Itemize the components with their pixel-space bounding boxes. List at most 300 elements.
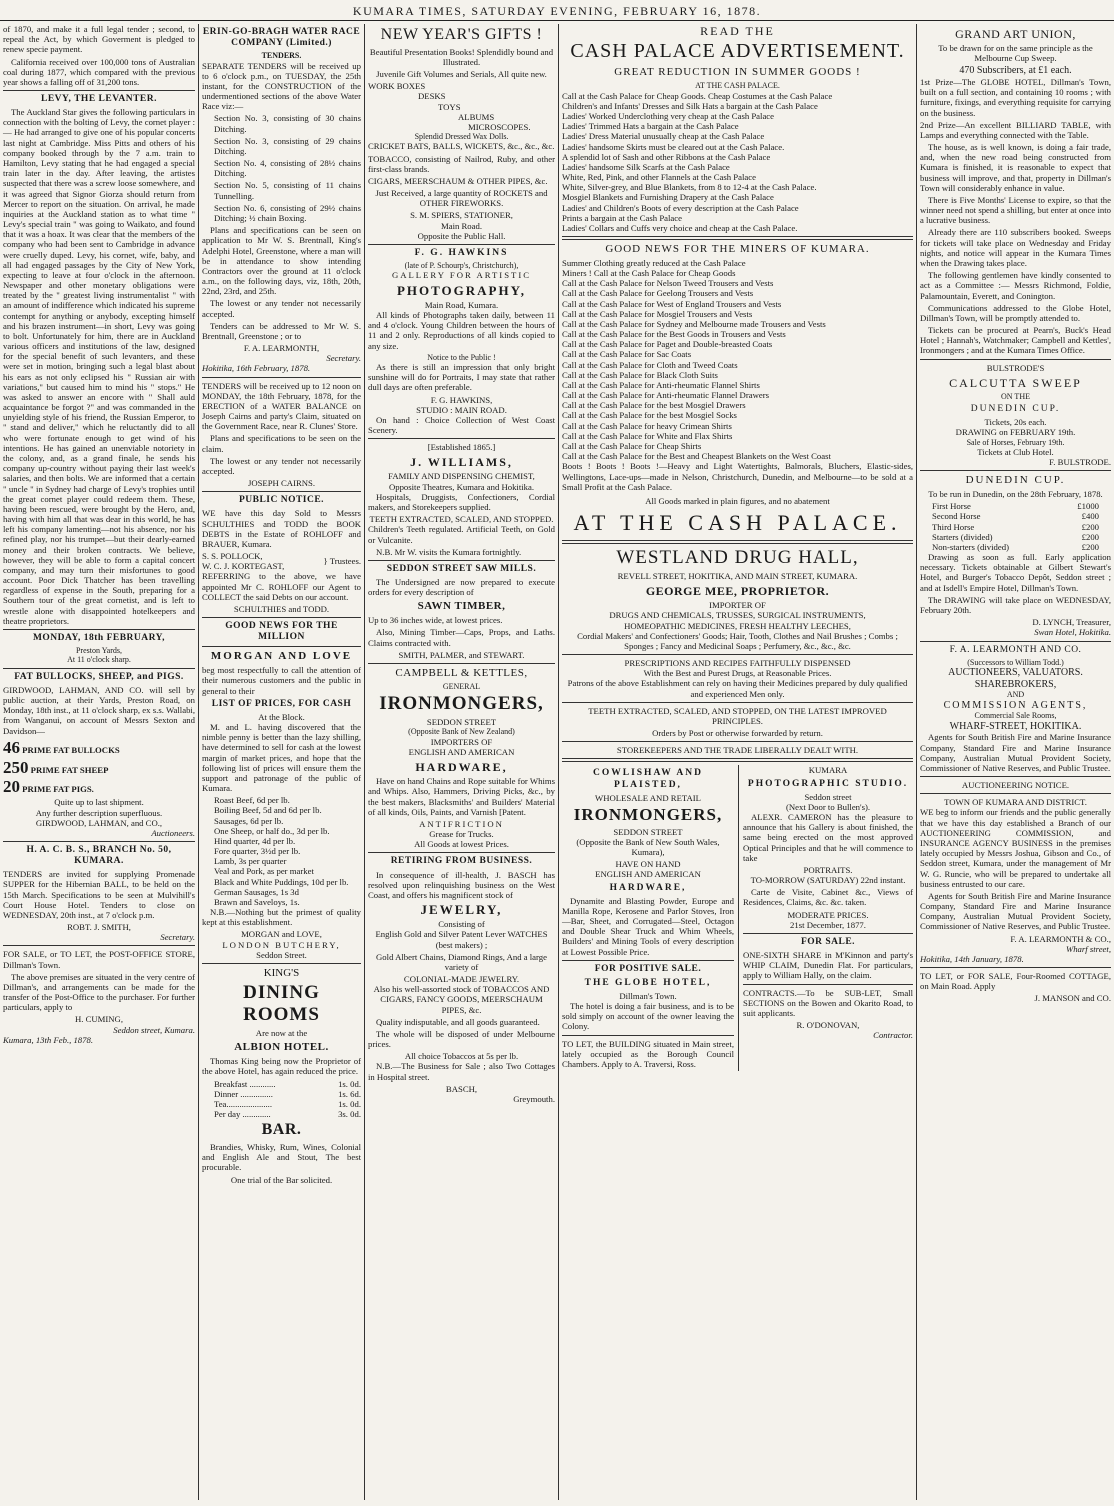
meal-price: 1s. 0d.	[338, 1098, 361, 1109]
list-item: Call at the Cash Palace for Geelong Trousers and Vests	[562, 288, 754, 299]
meal-row	[214, 1079, 361, 1089]
divider	[920, 359, 1111, 360]
cup-prize-row	[932, 522, 1099, 532]
date-line: Kumara, 13th Feb., 1878.	[3, 1034, 94, 1045]
lot-desc: PRIME FAT BULLOCKS	[22, 744, 120, 755]
address: STUDIO : MAIN ROAD.	[416, 404, 507, 415]
article-headline: LEVY, THE LEVANTER.	[41, 94, 157, 105]
list-item: Mosgiel Blankets and Furnishing Drapery at the Cash Palace	[562, 192, 774, 203]
ad-headline: SAWN TIMBER,	[417, 600, 506, 613]
ad-paragraph: To be drawn for on the same principle as the Melbourne Cup Sweep.	[938, 43, 1093, 64]
price-item: Lamb, 3s per quarter	[214, 856, 287, 867]
ad-line: COLONIAL-MADE JEWELRY.	[403, 974, 520, 985]
ad-paragraph: TO LET, or FOR SALE, Four-Roomed COTTAGE, on Main Road. Apply	[920, 971, 1111, 992]
ad-line: Orders by Post or otherwise forwarded by return.	[652, 728, 823, 739]
divider	[562, 1035, 734, 1036]
ad-paragraph: WE beg to inform our friends and the public generally that we have this day established a Branch of our AUCTIONEERING COMMISSION, and INSURANCE AGENCY BUSINESS in the premises lately occupied by Messrs Joshua, Gibson and Co., of Seddon street, Kumara, under the management of Mr W. G. Runcie, who will be prepared to undertake all business entrusted to our care.	[920, 807, 1111, 889]
price-item: Brawn and Saveloys, 1s.	[214, 896, 300, 907]
list-item: Ladies' Collars and Cuffs very choice and cheap at the Cash Palace.	[562, 222, 798, 233]
gift-list	[368, 81, 555, 132]
column-3	[365, 24, 558, 1502]
divider	[920, 641, 1111, 642]
ad-line: One trial of the Bar solicited.	[230, 1174, 333, 1185]
trustee-name: W. C. J. KORTEGAST,	[202, 561, 285, 572]
ad-line: DRAWING on FEBRUARY 19th.	[955, 427, 1076, 438]
ad-line: 470 Subscribers, at £1 each.	[959, 65, 1072, 77]
ad-headline: DINING ROOMS	[243, 981, 320, 1026]
gift-item: TOYS	[438, 101, 461, 112]
list-item: Call at the Cash Palace for Sydney and Melbourne made Trousers and Vests	[562, 318, 826, 329]
gift-item: ALBUMS	[458, 111, 495, 122]
summer-list	[562, 91, 913, 233]
ad-paragraph: ALEXR. CAMERON has the pleasure to announce that his Gallery is about finished, the same being erected on the most approved Optical Principles and that he will commence to take	[743, 812, 913, 863]
ad-paragraph: Have on hand Chains and Rope suitable for Whims and Whips. Also, Hammers, Driving Picks, &c., by the best makers, Blacksmiths' and Builders' Material of all kinds, Oils, Paints, and Varnish [Patent.	[368, 776, 555, 817]
ad-line: IMPORTER OF	[709, 600, 766, 611]
list-item: Call at the Cash Palace for West of England Trousers and Vests	[562, 298, 782, 309]
meal-row	[214, 1109, 361, 1119]
ad-headline: J. WILLIAMS,	[410, 455, 513, 470]
divider	[202, 963, 361, 964]
ad-paragraph: Carte de Visite, Cabinet &c., Views of Residences, Claims, &c. &c. taken.	[743, 887, 913, 908]
ad-headline: IRONMONGERS,	[379, 693, 544, 715]
lot-desc: PRIME FAT PIGS.	[22, 784, 94, 795]
ad-subhead: TENDERS.	[261, 51, 302, 61]
prize-amount: £200	[1081, 521, 1099, 532]
address: Wharf street,	[1065, 943, 1111, 954]
ad-paragraph: Agents for South British Fire and Marine Insurance Company, Standard Fire and Marine Insurance Company, Australian Mutual Provident Society, Commissioner of Native Reserves, and Public Trustee.	[920, 732, 1111, 773]
ad-headline: CASH PALACE ADVERTISEMENT.	[570, 40, 905, 63]
ad-paragraph: Already there are 110 subscribers booked. Sweeps for tickets will take place on Wednesday and Friday nights, and notice will appear in the Kumara Times when the Drawing takes place.	[920, 227, 1111, 268]
divider	[202, 617, 361, 618]
ad-line: All Goods at lowest Prices.	[414, 839, 509, 850]
ad-paragraph: TO-MORROW (SATURDAY) 22nd instant.	[750, 875, 906, 886]
divider	[562, 741, 913, 742]
ad-headline: NEW YEAR'S GIFTS !	[380, 26, 543, 43]
list-item: Call at the Cash Palace for the best Mosgiel Drawers	[562, 400, 746, 411]
divider	[562, 702, 913, 703]
signature: SCHULTHIES and TODD.	[233, 603, 330, 614]
list-item: Call at the Cash Palace for Anti-rheumatic Flannel Drawers	[562, 390, 769, 401]
sale-time: At 11 o'clock sharp.	[67, 655, 131, 665]
ad-paragraph: As there is still an impression that only bright sunshine will do for Portraits, I may state that rather dull days are often preferable.	[368, 362, 555, 393]
ad-headline: ALBION HOTEL.	[234, 1041, 329, 1054]
divider	[920, 967, 1111, 968]
ad-line: HAVE ON HAND	[615, 859, 681, 870]
cup-prize-row	[932, 532, 1099, 542]
ad-paragraph: Gold Albert Chains, Diamond Rings, And a large variety of	[376, 951, 547, 972]
lot-row	[3, 777, 195, 797]
divider	[202, 377, 361, 378]
ad-headline: GRAND ART UNION,	[955, 27, 1076, 41]
prize-amount: £400	[1081, 511, 1099, 522]
column-2	[199, 24, 364, 1502]
meal-name: Breakfast ............	[214, 1078, 276, 1089]
ad-paragraph: Tickets can be procured at Pearn's, Buck's Head Hotel ; Hannah's, Watchmaker; Campbell and Kettles', Ironmongers ; and at the Kumara Times Office.	[920, 325, 1111, 356]
ad-line: Consisting of	[438, 919, 485, 930]
ad-paragraph: The hotel is doing a fair business, and is to be sold simply on account of the owner leaving the Colony.	[562, 1001, 734, 1032]
prize-name: Second Horse	[932, 511, 981, 522]
price-item: Roast Beef, 6d per lb.	[214, 795, 290, 806]
list-item: Call at the Cash Palace for Black Cloth Suits	[562, 369, 718, 380]
list-item: Ladies' Trimmed Hats a bargain at the Cash Palace	[562, 121, 739, 132]
ad-headline: PHOTOGRAPHIC STUDIO.	[747, 778, 909, 789]
ad-paragraph: The DRAWING will take place on WEDNESDAY, February 20th.	[920, 594, 1111, 615]
ad-line: KUMARA	[808, 765, 848, 776]
ad-paragraph: CRICKET BATS, BALLS, WICKETS, &c., &c., &c.	[368, 141, 555, 152]
address: Dillman's Town.	[619, 990, 677, 1001]
ad-paragraph: TENDERS are invited for supplying Promenade SUPPER for the Hibernian BALL, to be held on the 15th March. Specifications to be seen at Mulvihill's Court House Hotel. Tenders to close on WEDNESDAY, 20th inst., at 7 o'clock p.m.	[3, 869, 195, 920]
address: SEDDON STREET	[613, 826, 683, 837]
date-line: 21st December, 1877.	[790, 919, 866, 930]
prize-name: Non-starters (divided)	[932, 541, 1009, 552]
ad-line: PRESCRIPTIONS AND RECIPES FAITHFULLY DISPENSED	[624, 658, 851, 669]
ad-line: PORTRAITS.	[803, 864, 853, 875]
ad-headline: DUNEDIN CUP.	[965, 474, 1066, 487]
ad-headline: HARDWARE,	[415, 760, 508, 775]
ad-headline: FAT BULLOCKS, SHEEP, and PIGS.	[14, 671, 184, 682]
address: Seddon street	[804, 791, 852, 802]
ad-paragraph: Just Received, a large quantity of ROCKETS and OTHER FIREWORKS.	[375, 188, 548, 209]
ad-paragraph: Quality indisputable, and all goods guaranteed.	[376, 1016, 540, 1027]
ad-line: STOREKEEPERS AND THE TRADE LIBERALLY DEALT WITH.	[616, 745, 859, 756]
gift-item: MICROSCOPES.	[468, 121, 531, 132]
ad-headline: F. G. HAWKINS	[414, 248, 509, 258]
ad-line: Tickets at Club Hotel.	[977, 446, 1054, 457]
ad-paragraph: In consequence of ill-health, J. BASCH has resolved upon relinquishing business on the West Coast, and offers his magnificent stock of	[368, 869, 555, 900]
ad-line: All Goods marked in plain figures, and no abatement	[645, 495, 830, 506]
meal-row	[214, 1099, 361, 1109]
ad-headline: AT THE CASH PALACE.	[573, 510, 902, 536]
article-paragraph: The Auckland Star gives the following particulars in connection with the bolting of Levy, the cornet player :— He had arranged to give one of his popular concerts last night at Cambridge. Miss Pitts and others of his company booked through by the 7 a.m. train to Hamilton, Levy stating that he had engaged a special train later in the day. After leaving, the artistes suspected that there was a screw loose somewhere, and it was agreed that Signor Giorza should return from Mercer to report on the situation. On arrival, he made inquiries at the Auckland station as to what time " Levy's special train " was going to Waikato, and found that it was a hoax. It was clear that the members of the company who had been sent to Cambridge in advance were cruelly duped. Levy, his cornet, wife, baby, and all had engaged passages by the City of New York, expecting to leave at four o'clock in the afternoon. Newspaper and other monetary obligations were treated by the " greatest living instrumentalist " with an amount of indifference which indicated his supreme contempt for anything or anybody, excepting himself and his brazen instrument—in short, Levy was going to bolt. Unfortunately for him, there are in Auckland various officers and institutions of the law, designed for the special benefit of such levanters, and these were set in motion, bringing such a legal blast about his ears as not only eclipsed his " Russian air with variations," but caused him to mind his " stops." He was asked to answer an encore with " Shall auld acquaintance be forgot ?" and was commanded in the unyielding style of his friend, the Russian Emperor, to " stand and deliver," which he reluctantly did to all who were fortunate enough to get wind of his intentions. He has gained an unenviable notoriety in the colony, and, as a grand finale, he sends his company up-country without paying their last week's salaries, and then bolts. We are informed that a certain " uncle " in Sydney had charge of Levy's trophies until the great cornet player could redeem them. These, having been rescued, were brought by the Hero, and, having with him all that was dear in this world, he has left his company lamenting—not his absence, nor his refined play, nor his trumpet—but their dearly-earned money and their broken contracts. We believe, however, they will be able to form a capital concert company, and may turn their misfortunes to good account. Poor Dick Thatcher has been travelling regardless of expense in the South, preparing for a Southern tour of the great cornetist, and is left to wrestle alone with disappointed hotelkeepers and theatre proprietors.	[3, 107, 195, 626]
cup-prize-row	[932, 511, 1099, 521]
ad-paragraph: FOR SALE, or TO LET, the POST-OFFICE STORE, Dillman's Town.	[3, 949, 195, 970]
list-item: Miners ! Call at the Cash Palace for Cheap Goods	[562, 268, 736, 279]
divider	[562, 540, 913, 544]
ad-headline: BAR.	[261, 1121, 302, 1139]
divider	[743, 933, 913, 934]
ad-paragraph: English Gold and Silver Patent Lever WATCHES (best makers) ;	[375, 929, 548, 950]
date-line: Hokitika, 14th January, 1878.	[920, 953, 1024, 964]
signature: GIRDWOOD, LAHMAN, and CO.,	[35, 817, 163, 828]
divider	[562, 654, 913, 655]
ad-headline: GOOD NEWS FOR THE MINERS OF KUMARA.	[605, 243, 870, 256]
list-item: Call at the Cash Palace for Mosgiel Trousers and Vests	[562, 308, 753, 319]
ad-headline: H. A. C. B. S., BRANCH No. 50, KUMARA.	[26, 845, 172, 867]
divider	[562, 758, 913, 762]
ad-paragraph: The lowest or any tender not necessarily accepted.	[202, 455, 361, 476]
ad-line: Any further description superfluous.	[35, 807, 163, 818]
meal-name: Tea.....................	[214, 1098, 273, 1109]
signature-title: Contractor.	[873, 1030, 913, 1041]
divider	[3, 90, 195, 91]
signature-title: Secretary.	[160, 932, 195, 943]
ad-paragraph: TEETH EXTRACTED, SCALED, AND STOPPED, ON THE LATEST IMPROVED PRINCIPLES.	[588, 705, 887, 726]
address: Main Road, Kumara.	[424, 299, 499, 310]
ad-line: COMMISSION AGENTS,	[943, 699, 1088, 711]
ad-headline: AUCTIONEERING NOTICE.	[961, 780, 1070, 791]
list-item: Section No. 3, consisting of 29 chains Ditching.	[214, 135, 361, 156]
meal-name: Dinner ...............	[214, 1088, 273, 1099]
ad-headline: PUBLIC NOTICE.	[238, 495, 325, 506]
masthead: KUMARA TIMES, SATURDAY EVENING, FEBRUARY 16, 1878.	[0, 4, 1114, 21]
list-item: Ladies' handsome Skirts must be cleared out at the Cash Palace.	[562, 141, 785, 152]
ad-paragraph: The above premises are situated in the very centre of Dillman's, and arrangements can be made for the transfer of the Post-Office to the purchaser. For further particulars, apply to	[3, 971, 195, 1013]
list-item: Call at the Cash Palace for Sac Coats	[562, 349, 692, 360]
address: Main Road.	[440, 220, 483, 231]
ad-line: ENGLISH AND AMERICAN	[595, 869, 701, 880]
ad-headline: COWLISHAW AND PLAISTED,	[592, 768, 704, 790]
ad-headline: IRONMONGERS,	[573, 804, 723, 824]
list-item: A splendid lot of Sash and other Ribbons at the Cash Palace	[562, 151, 771, 162]
address: SEDDON STREET	[426, 717, 497, 728]
trustees-label: } Trustees.	[323, 556, 361, 567]
signature: D. LYNCH, Treasurer,	[1032, 617, 1111, 628]
ad-headline: THE GLOBE HOTEL,	[584, 977, 712, 988]
ad-line: Splendid Dressed Wax Dolls.	[414, 132, 509, 142]
ad-line: All choice Tobaccos at 5s per lb.	[404, 1051, 519, 1062]
divider	[3, 841, 195, 842]
list-item: Section No. 5, consisting of 11 chains Tunnelling.	[214, 180, 361, 201]
ad-paragraph: CONTRACTS.—To be SUB-LET, Small SECTIONS on the Bowen and Okarito Road, to suit applicants.	[743, 987, 913, 1018]
list-item: Ladies' Worked Underclothing very cheap at the Cash Palace	[562, 110, 775, 121]
price-item: Fore quarter, 3½d per lb.	[214, 846, 301, 857]
signature: J. MANSON and CO.	[1034, 993, 1111, 1004]
divider	[202, 646, 361, 647]
list-item: Call at the Cash Palace for Cloth and Tweed Coats	[562, 359, 738, 370]
signature: F. BULSTRODE.	[1049, 457, 1111, 468]
lot-desc: PRIME FAT SHEEP	[30, 764, 109, 775]
list-item: Call at the Cash Palace for heavy Crimean Shirts	[562, 420, 732, 431]
ad-line: (late of P. Schourp's, Christchurch),	[404, 261, 519, 271]
ad-line: ANTIFRICTION	[419, 818, 504, 829]
ad-headline: F. A. LEARMONTH AND CO.	[949, 644, 1082, 655]
ad-paragraph: The lowest or any tender not necessarily accepted.	[202, 298, 361, 319]
divider	[920, 793, 1111, 794]
price-item: Black and White Puddings, 10d per lb.	[214, 876, 349, 887]
list-item: Call at the Cash Palace for Paget and Double-breasted Coats	[562, 339, 773, 350]
list-item: Call at the Cash Palace for Nelson Tweed Trousers and Vests	[562, 278, 774, 289]
gift-item: WORK BOXES	[368, 81, 426, 92]
price-list	[202, 795, 361, 907]
ad-paragraph: Plans and specifications to be seen on the claim.	[202, 433, 361, 454]
ad-paragraph: TO LET, the BUILDING situated in Main street, lately occupied as the Borough Council Chambers. Apply to A. Traversi, Ross.	[562, 1038, 734, 1069]
ad-paragraph: beg most respectfully to call the attention of their numerous customers and the public in general to their	[202, 665, 361, 696]
prize-amount: £200	[1081, 531, 1099, 542]
ad-line: Sale of Horses, February 19th.	[966, 437, 1065, 447]
ad-line: At the Block.	[258, 711, 305, 722]
ad-headline: JEWELRY,	[420, 902, 503, 918]
ad-line: ENGLISH AND AMERICAN	[408, 746, 515, 757]
list-item: Call at the Cash Palace for Cheap Shirts	[562, 441, 702, 451]
address: Seddon street, Kumara.	[113, 1024, 195, 1035]
address: Swan Hotel, Hokitika.	[1034, 627, 1111, 638]
signature: S. M. SPIERS, STATIONER,	[410, 210, 513, 221]
address: (Opposite the Bank of New South Wales, Kumara),	[576, 836, 720, 858]
lot-row	[3, 758, 195, 778]
ad-headline: FOR POSITIVE SALE.	[594, 963, 702, 974]
ad-paragraph: Thomas King being now the Proprietor of the above Hotel, has again reduced the price.	[202, 1056, 361, 1077]
ad-line: FAMILY AND DISPENSING CHEMIST,	[388, 471, 535, 482]
date-line: Hokitika, 16th February, 1878.	[202, 363, 311, 374]
ad-paragraph: SEPARATE TENDERS will be received up to 6 o'clock p.m., on TUESDAY, the 25th instant, for the CONSTRUCTION of the undermentioned sections of the above Water Race viz:—	[202, 60, 361, 112]
ad-line: AT THE CASH PALACE.	[695, 81, 780, 91]
ad-headline: CAMPBELL & KETTLES,	[395, 666, 528, 679]
ad-paragraph: Also his well-assorted stock of TOBACCOS AND CIGARS, FANCY GOODS, MEERSCHAUM PIPES, &c.	[373, 984, 550, 1015]
ad-paragraph: TOBACCO, consisting of Nailrod, Ruby, and other first-class brands.	[368, 153, 555, 174]
list-item: Children's and Infants' Dresses and Silk Hats a bargain at the Cash Palace	[562, 100, 818, 111]
ad-headline: ERIN-GO-BRAGH WATER RACE COMPANY (Limited.)	[202, 27, 361, 49]
ad-paragraph: 1st Prize—The GLOBE HOTEL, Dillman's Town, built on a full section, and containing 10 rooms ; with furniture, fixings, and everything requisite for carrying on the business.	[920, 77, 1111, 118]
ad-subhead: LIST OF PRICES, FOR CASH	[211, 698, 352, 709]
ad-line: [Established 1865.]	[427, 442, 496, 453]
divider	[368, 560, 555, 561]
price-item: German Sausages, 1s 3d	[214, 886, 299, 897]
ad-paragraph: Dynamite and Blasting Powder, Europe and Manilla Rope, Kerosene and Parlor Stoves, Iron—Bar, Sheet, and Corrugated—Steel, Octagon and Double Shear Truck and Whim Wheels, Builders' and Mining Tools of every description at Lowest Possible Price.	[562, 895, 734, 957]
list-item: Call at the Cash Palace for the best Mosgiel Socks	[562, 410, 737, 421]
price-item: Veal and Pork, as per market	[214, 866, 314, 877]
signature: F. A. LEARMONTH,	[243, 343, 320, 354]
price-item: Hind quarter, 4d per lb.	[214, 835, 296, 846]
ad-paragraph: Boots ! Boots ! Boots !—Heavy and Light Watertights, Balmorals, Bluchers, Elastic-sides, Wellingtons, Lace-ups—made in Nelson, Christchurch, Dunedin, and Melbourne—to be sold at a Small Profit at the Cash Palace.	[562, 461, 913, 492]
ad-paragraph: Patrons of the above Establishment can rely on having their Medicines prepared by duly qualified and experienced Men only.	[567, 678, 908, 699]
ad-line: AND	[1006, 690, 1025, 700]
ad-paragraph: CIGARS, MEERSCHAUM & OTHER PIPES, &c.	[368, 175, 548, 186]
signature: F. A. LEARMONTH & CO.,	[1010, 933, 1111, 944]
lot-number: 250	[3, 757, 29, 777]
ad-headline: MORGAN AND LOVE	[210, 650, 353, 663]
cup-prize-table	[920, 501, 1111, 552]
cup-prize-row	[932, 501, 1099, 511]
prize-amount: £1000	[1077, 501, 1099, 512]
ad-line: WHOLESALE AND RETAIL	[595, 792, 701, 803]
ad-paragraph: Plans and specifications can be seen on application to Mr W. S. Brentnall, King's Adelphi Hotel, Greenstone, where a man will be in attendance to show intending Contractors over the ground at 11 o'clock a.m., on the following days, viz, 18th, 20th, 22nd, 23rd, and 25th.	[202, 225, 361, 297]
list-item: Section No. 4, consisting of 28½ chains Ditching.	[214, 158, 361, 179]
signature: BASCH,	[445, 1083, 478, 1094]
ad-headline: FOR SALE.	[800, 936, 856, 947]
sale-place: Preston Yards,	[75, 646, 122, 656]
ad-line: GALLERY FOR ARTISTIC	[391, 270, 532, 281]
list-item: Call at the Cash Palace for Cheap Goods. Cheap Costumes at the Cash Palace	[562, 90, 833, 101]
ad-paragraph: M. and L. having discovered that the nimble penny is better than the lazy shilling, have determined to sell for cash at the lowest margin of market prices, and hope that the following list of prices will ensure them the support and patronage of the public of Kumara.	[202, 721, 361, 794]
signature: MORGAN and LOVE,	[241, 929, 322, 940]
cowlishaw-ad	[562, 765, 739, 1071]
bottom-row	[562, 765, 913, 1071]
divider	[368, 852, 555, 853]
cup-prize-row	[932, 542, 1099, 552]
divider	[920, 470, 1111, 471]
ad-paragraph: WE have this day Sold to Messrs SCHULTHIES and TODD the BOOK DEBTS in the Estate of ROHLOFF and BRAUER, Kumara.	[202, 508, 361, 549]
ad-line: GENERAL	[442, 681, 481, 691]
ad-paragraph: There is Five Months' License to expire, so that the winner need not spend a shilling, but enter at once into a lucrative business.	[920, 194, 1111, 226]
meal-price: 3s. 0d.	[338, 1109, 361, 1120]
column-1	[0, 24, 198, 1502]
list-item: Section No. 6, consisting of 29½ chains Ditching; ½ chain Boxing.	[214, 202, 361, 223]
prize-name: Starters (divided)	[932, 531, 993, 542]
list-item: Ladies' and Children's Boots of every description at the Cash Palace	[562, 202, 799, 213]
meal-prices	[202, 1079, 361, 1120]
lot-row	[3, 738, 195, 758]
column-4	[559, 24, 916, 1502]
ad-headline: CALCUTTA SWEEP	[949, 375, 1082, 390]
ad-paragraph: N.B.—Nothing but the primest of quality kept at this establishment.	[202, 907, 361, 928]
signature: H. CUMING,	[74, 1014, 124, 1025]
miners-list	[562, 258, 913, 461]
ad-line: Are now at the	[255, 1028, 308, 1039]
ad-line: AUCTIONEERS, VALUATORS.	[948, 666, 1083, 678]
meal-name: Per day .............	[214, 1109, 271, 1120]
ad-line: IMPORTERS OF	[430, 736, 493, 747]
divider	[3, 629, 195, 630]
divider	[3, 668, 195, 669]
list-item: Summer Clothing greatly reduced at the Cash Palace	[562, 257, 746, 268]
divider	[368, 438, 555, 439]
ad-line: DRUGS AND CHEMICALS, TRUSSES, SURGICAL INSTRUMENTS,	[609, 610, 866, 621]
ad-paragraph: Also, Mining Timber—Caps, Props, and Laths. Claims contracted with.	[368, 627, 555, 648]
address: Greymouth.	[513, 1093, 555, 1104]
ad-line: Tickets, 20s each.	[984, 417, 1047, 428]
signature: F. G. HAWKINS,	[430, 394, 493, 405]
ad-headline: HARDWARE,	[609, 882, 687, 893]
address: Opposite Theatres, Kumara and Hokitika.	[388, 481, 535, 492]
divider	[562, 236, 913, 240]
list-item: Ladies' Dress Material unusually cheap at the Cash Palace	[562, 131, 765, 142]
ad-paragraph: Communications addressed to the Globe Hotel, Dillman's Town, will be promptly attended to.	[920, 302, 1111, 323]
divider	[368, 663, 555, 664]
list-item: Call at the Cash Palace for Anti-rheumatic Flannel Shirts	[562, 379, 760, 390]
list-item: Call at the Cash Palace for the Best Goods in Trousers and Vests	[562, 329, 786, 340]
ad-line: TEETH EXTRACTED, SCALED, AND STOPPED.	[369, 514, 554, 525]
ad-line: Commercial Sale Rooms,	[974, 711, 1057, 721]
address: REVELL STREET, HOKITIKA, AND MAIN STREET, KUMARA.	[617, 570, 858, 581]
ad-line: (Successors to William Todd.)	[967, 657, 1064, 667]
list-item: Section No. 3, consisting of 30 chains Ditching.	[214, 113, 361, 134]
ad-line: Notice to the Public !	[427, 352, 496, 362]
ad-paragraph: The Undersigned are now prepared to execute orders for every description of	[368, 576, 555, 598]
trustee-name: S. S. POLLOCK,	[202, 551, 263, 562]
article-paragraph: of 1870, and make it a full legal tender ; second, to repeal the Act, by which Goverment is pledged to renew specie payment.	[3, 24, 195, 55]
prize-name: Third Horse	[932, 521, 975, 532]
ad-paragraph: 2nd Prize—An excellent BILLIARD TABLE, with Lamps and everything connected with the Table.	[920, 119, 1111, 140]
list-item: White, Red, Pink, and other Flannels at the Cash Palace	[562, 172, 756, 183]
ad-paragraph: The following gentlemen have kindly consented to act as a Committee :— Messrs Richmond, Foldie, Palamountain, Everett, and Conington.	[920, 270, 1111, 301]
ad-line: HOMEOPATHIC MEDICINES, FRESH HEALTHY LEECHES,	[624, 620, 851, 631]
ad-line: Quite up to last shipment.	[54, 797, 144, 808]
ad-headline: GREAT REDUCTION IN SUMMER GOODS !	[614, 66, 861, 79]
ad-paragraph: To be run in Dunedin, on the 28th February, 1878.	[928, 489, 1103, 500]
ad-paragraph: Cordial Makers' and Confectioners' Goods; Hair, Tooth, Clothes and Nail Brushes ; Combs ; Sponges ; Fancy and Medicinal Soaps ; Perfumery, &c., &c., &c.	[577, 630, 898, 651]
proprietor-line: GEORGE MEE, PROPRIETOR.	[645, 584, 830, 599]
lot-number: 46	[3, 737, 20, 757]
column-5	[917, 24, 1114, 1502]
signature: SMITH, PALMER, and STEWART.	[398, 649, 525, 660]
signature-title: Auctioneers.	[151, 827, 195, 838]
ad-headline: GOOD NEWS FOR THE MILLION	[225, 621, 338, 643]
ad-headline: RETIRING FROM BUSINESS.	[390, 856, 533, 867]
cameron-ad	[739, 765, 913, 1071]
ad-paragraph: GIRDWOOD, LAHMAN, AND CO. will sell by public auction, at their Yards, Preston Road, on Monday, 18th inst., at 11 o'clock sharp, ex s.s. Wallabi, from Wanganui, on account of Messrs Sexton and Davidson—	[3, 684, 195, 736]
ad-paragraph: Agents for South British Fire and Marine Insurance Company, Standard Fire and Marine Insurance Company, Australian Mutual Provident Society, Commissioner of Native Reserves, and Public Trustee.	[920, 890, 1111, 932]
ad-line: SHAREBROKERS,	[974, 678, 1057, 690]
prize-name: First Horse	[932, 501, 971, 512]
ad-line: MODERATE PRICES.	[787, 909, 869, 920]
ad-line: Grease for Trucks.	[429, 829, 494, 840]
lot-number: 20	[3, 777, 20, 797]
ad-paragraph: All kinds of Photographs taken daily, between 11 and 4 o'clock. Young Children between the hours of 11 and 2 only. Reproductions of all kinds copied to any size.	[368, 310, 555, 351]
ad-paragraph: REFERRING to the above, we have appointed Mr C. ROHLOFF our Agent to COLLECT the said Debts on our account.	[202, 571, 361, 602]
list-item: White, Silver-grey, and Blue Blankets, from 8 to 12-4 at the Cash Palace.	[562, 182, 817, 193]
meal-price: 1s. 0d.	[338, 1078, 361, 1089]
ad-paragraph: N.B. Mr W. visits the Kumara fortnightly.	[376, 546, 522, 557]
